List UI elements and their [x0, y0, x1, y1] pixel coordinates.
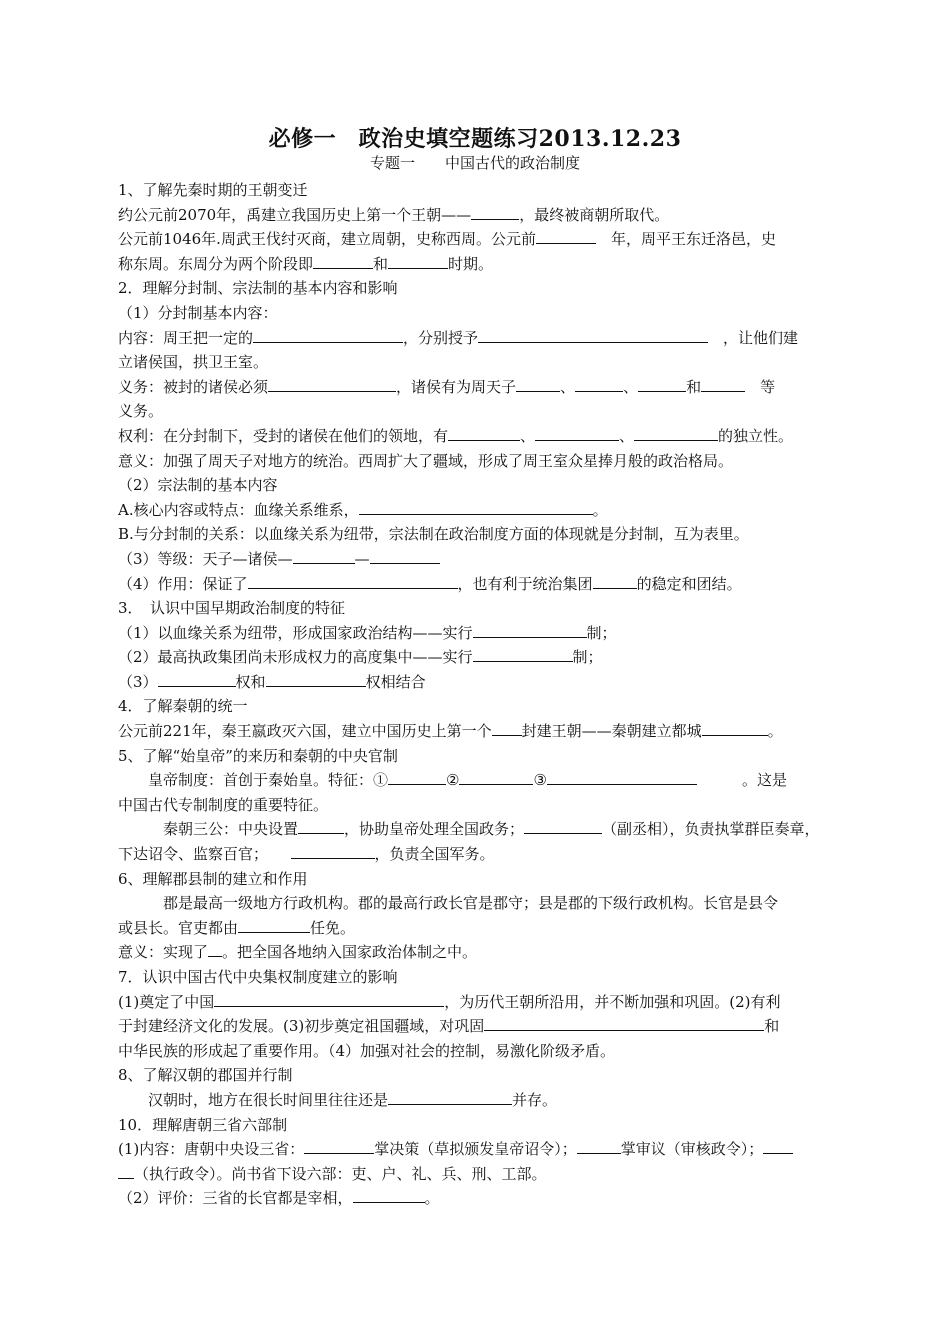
- text-line: A.核心内容或特点：血缘关系维系， 。: [118, 500, 608, 519]
- text-line: 义务：被封的诸侯必须 ，诸侯有为周天子 、 、 和 等: [118, 377, 776, 396]
- text-line: （4）作用：保证了 ，也有利于统治集团 的稳定和团结。: [118, 574, 742, 593]
- answer-blank[interactable]: [516, 377, 560, 392]
- answer-blank[interactable]: [524, 819, 602, 834]
- heading-6: 6、理解郡县制的建立和作用: [118, 869, 308, 888]
- text-line: 内容：周王把一定的 ，分别授予 ，让他们建: [118, 328, 799, 347]
- subheading: （2）宗法制的基本内容: [118, 476, 278, 495]
- answer-blank[interactable]: [536, 229, 596, 244]
- text-line: （2）评价：三省的长官都是宰相， 。: [118, 1189, 440, 1208]
- answer-blank[interactable]: [248, 574, 458, 589]
- answer-blank[interactable]: [593, 574, 637, 589]
- text-line: 中华民族的形成起了重要作用。（4）加强对社会的控制，易激化阶级矛盾。: [118, 1041, 616, 1060]
- text-line: 称东周。东周分为两个阶段即 和 时期。: [118, 254, 494, 273]
- text-line: (1)奠定了中国 ，为历代王朝所沿用，并不断加强和巩固。(2)有利: [118, 992, 781, 1011]
- answer-blank[interactable]: [492, 721, 522, 736]
- answer-blank[interactable]: [304, 1139, 374, 1154]
- heading-4: 4．了解秦朝的统一: [118, 697, 248, 716]
- answer-blank[interactable]: [268, 377, 396, 392]
- answer-blank[interactable]: [118, 1164, 134, 1179]
- answer-blank[interactable]: [293, 549, 355, 564]
- text-line: 郡是最高一级地方行政机构。郡的最高行政长官是郡守；县是郡的下级行政机构。长官是县令: [163, 894, 779, 913]
- text-line: （2）最高执政集团尚未形成权力的高度集中——实行 制；: [118, 648, 603, 667]
- answer-blank[interactable]: [702, 721, 768, 736]
- answer-blank[interactable]: [266, 672, 366, 687]
- answer-blank[interactable]: [388, 254, 448, 269]
- answer-blank[interactable]: [370, 549, 440, 564]
- heading-10: 10．理解唐朝三省六部制: [118, 1115, 288, 1134]
- text-line: 意义：实现了 。把全国各地纳入国家政治体制之中。: [118, 943, 478, 962]
- heading-5: 5、了解“始皇帝”的来历和秦朝的中央官制: [118, 746, 398, 765]
- text-line: 或县长。官吏都由 任免。: [118, 918, 356, 937]
- heading-8: 8、了解汉朝的郡国并行制: [118, 1066, 293, 1085]
- answer-blank[interactable]: [701, 377, 745, 392]
- text-line: 意义：加强了周天子对地方的统治。西周扩大了疆域，形成了周王室众星捧月般的政治格局。: [118, 451, 734, 470]
- text-line: 中国古代专制制度的重要特征。: [118, 795, 329, 814]
- answer-blank[interactable]: [577, 1139, 621, 1154]
- answer-blank[interactable]: [238, 918, 310, 933]
- answer-blank[interactable]: [478, 328, 708, 343]
- text-line: （3）等级：天子—诸侯— —: [118, 547, 836, 572]
- answer-blank[interactable]: [359, 500, 593, 515]
- answer-blank[interactable]: [634, 426, 718, 441]
- answer-blank[interactable]: [388, 1090, 512, 1105]
- text-line: 汉朝时，地方在很长时间里往往还是 并存。: [148, 1090, 558, 1109]
- answer-blank[interactable]: [448, 426, 520, 441]
- text-line: （执行政令）。尚书省下设六部：吏、户、礼、兵、刑、工部。: [118, 1162, 836, 1187]
- text-line: 义务。: [118, 402, 164, 421]
- heading-1: 1、了解先秦时期的王朝变迁: [118, 181, 308, 199]
- answer-blank[interactable]: [471, 205, 519, 220]
- heading-2: 2．理解分封制、宗法制的基本内容和影响: [118, 279, 398, 298]
- answer-blank[interactable]: [547, 770, 697, 785]
- answer-blank[interactable]: [484, 1016, 764, 1031]
- answer-blank[interactable]: [298, 819, 344, 834]
- answer-blank[interactable]: [575, 377, 623, 392]
- answer-blank[interactable]: [313, 254, 373, 269]
- answer-blank[interactable]: [473, 623, 587, 638]
- text-line: (1)内容：唐朝中央设三省： 掌决策（草拟颁发皇帝诏令）； 掌审议（审核政令）；: [118, 1137, 836, 1162]
- subheading: （1）分封制基本内容：: [118, 303, 278, 322]
- answer-blank[interactable]: [459, 770, 533, 785]
- answer-blank[interactable]: [158, 672, 236, 687]
- answer-blank[interactable]: [535, 426, 619, 441]
- text-line: （3） 权和 权相结合: [118, 672, 426, 691]
- page-title: 必修一 政治史填空题练习2013.12.23: [268, 126, 682, 152]
- answer-blank[interactable]: [214, 992, 444, 1007]
- text-line: 于封建经济文化的发展。(3)初步奠定祖国疆域，对巩固 和: [118, 1017, 780, 1036]
- heading-7: 7．认识中国古代中央集权制度建立的影响: [118, 968, 398, 986]
- answer-blank[interactable]: [388, 770, 446, 785]
- text-line: 权利：在分封制下，受封的诸侯在他们的领地，有 、 、 的独立性。: [118, 426, 794, 445]
- answer-blank[interactable]: [473, 647, 573, 662]
- text-line: 约公元前2070年，禹建立我国历史上第一个王朝—— ，最终被商朝所取代。: [118, 205, 670, 224]
- answer-blank[interactable]: [291, 844, 375, 859]
- answer-blank[interactable]: [638, 377, 686, 392]
- worksheet-body: [118, 178, 836, 1211]
- heading-3: 3． 认识中国早期政治制度的特征: [118, 599, 346, 618]
- text-line: 立诸侯国，拱卫王室。: [118, 353, 269, 372]
- text-line: 公元前1046年.周武王伐纣灭商，建立周朝，史称西周。公元前 年，周平王东迁洛邑，史: [118, 230, 776, 249]
- text-line: B.与分封制的关系：以血缘关系为纽带，宗法制在政治制度方面的体现就是分封制，互为表里。: [118, 525, 749, 544]
- answer-blank[interactable]: [253, 328, 403, 343]
- text-line: 皇帝制度：首创于秦始皇。特征：① ② ③ 。这是: [148, 771, 787, 790]
- answer-blank[interactable]: [208, 942, 222, 957]
- text-line: 秦朝三公：中央设置 ，协助皇帝处理全国政务； （副丞相），负责执掌群臣奏章，: [163, 820, 820, 839]
- answer-blank[interactable]: [763, 1139, 793, 1154]
- answer-blank[interactable]: [353, 1188, 425, 1203]
- text-line: 公元前221年，秦王嬴政灭六国，建立中国历史上第一个 封建王朝——秦朝建立都城 。: [118, 722, 783, 741]
- text-line: 下达诏令、监察百官； ，负责全国军务。: [118, 845, 495, 864]
- text-line: （1）以血缘关系为纽带，形成国家政治结构——实行 制；: [118, 623, 617, 642]
- page-subtitle: 专题一 中国古代的政治制度: [369, 154, 580, 172]
